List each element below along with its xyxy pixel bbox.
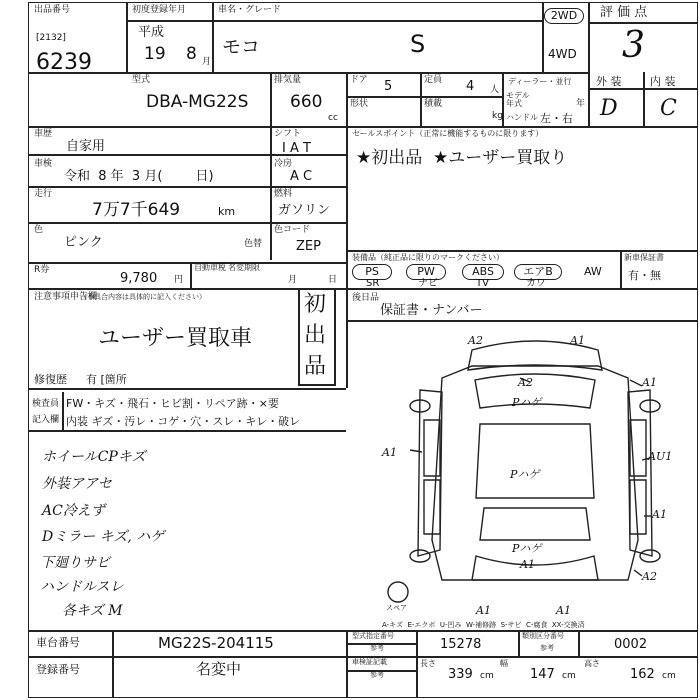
warranty-label: 新車保証書 xyxy=(624,253,664,262)
equipment-aw: AW xyxy=(584,265,602,278)
width-unit: cm xyxy=(562,671,576,681)
drive-4wd-option: 4WD xyxy=(548,47,577,61)
damage-legend: A-キズ E-エクボ U-凹み W-補修跡 S-サビ C-腐食 XX-交換済 xyxy=(382,621,585,629)
divider xyxy=(28,388,346,390)
sales-point-text: ★初出品 ★ユーザー買取り xyxy=(356,148,568,168)
registration-era: 平成 xyxy=(138,25,165,40)
doors-value: 5 xyxy=(384,79,393,94)
registration-no-label: 登録番号 xyxy=(36,663,80,676)
roof-panel xyxy=(476,424,594,498)
displacement-value: 660 xyxy=(290,92,323,112)
model-year-label: モデル年式 xyxy=(506,91,530,108)
equipment-abs: ABS xyxy=(462,264,504,280)
mark-pointer xyxy=(630,380,642,386)
dealer-label: ディーラー・並行 xyxy=(508,77,572,86)
spare-tire xyxy=(388,582,408,602)
color-change-label: 色替 xyxy=(244,239,263,249)
car-damage-diagram xyxy=(380,330,690,620)
shift-value: I A T xyxy=(282,141,311,156)
color-code-value: ZEP xyxy=(296,239,321,254)
divider xyxy=(112,630,114,698)
dims-label: 車検証記載 xyxy=(352,658,387,666)
recycle-unit: 円 xyxy=(174,275,184,285)
displacement-unit: cc xyxy=(328,113,338,123)
registration-year: 19 xyxy=(144,44,166,64)
shape-label: 形状 xyxy=(350,99,369,109)
tax-label-2: 名変期限 xyxy=(228,263,260,272)
notes-sub: （不具合内容は具体的に記入ください） xyxy=(80,293,206,301)
equipment-sr: SR xyxy=(366,278,380,289)
history-label: 車歴 xyxy=(34,129,53,139)
divider xyxy=(28,126,698,128)
divider xyxy=(346,630,348,698)
equipment-label: 装備品（純正品に限りのマークください） xyxy=(352,253,504,262)
divider xyxy=(416,630,418,698)
divider xyxy=(578,630,580,656)
damage-mark: A1 xyxy=(476,604,491,617)
displacement-label: 排気量 xyxy=(274,75,302,85)
category-label: 類別区分番号 xyxy=(522,632,564,640)
interior-label: 内 装 xyxy=(650,75,676,88)
capacity-unit: 人 xyxy=(490,85,500,95)
divider xyxy=(588,22,698,24)
inspection-value: 令和 8 年 3 月( 日) xyxy=(64,169,214,184)
divider xyxy=(346,288,348,388)
damage-mark: A1 xyxy=(520,558,535,571)
divider xyxy=(126,20,542,22)
divider xyxy=(542,2,544,72)
model-name: モコ xyxy=(222,36,261,58)
lot-number: 6239 xyxy=(36,50,92,75)
category-sub: 参考 xyxy=(540,644,554,652)
divider xyxy=(28,72,588,74)
tax-day-unit: 日 xyxy=(328,275,338,285)
equipment-tv: TV xyxy=(476,278,489,289)
handwritten-note: 外装アアセ xyxy=(42,476,112,492)
damage-mark: A1 xyxy=(570,334,585,347)
repair-label: 修復歴 xyxy=(34,373,67,386)
damage-mark: A1 xyxy=(556,604,571,617)
score-value: 3 xyxy=(622,25,645,66)
width-label: 幅 xyxy=(500,659,508,668)
first-listing-char-3: 品 xyxy=(304,354,327,379)
spare-label: スペア xyxy=(386,604,407,612)
equipment-airbag: エアB xyxy=(514,264,562,280)
model-year-unit: 年 xyxy=(576,99,586,109)
fuel-label: 燃料 xyxy=(274,189,293,199)
inspector-row-1: FW・キズ・飛石・ヒビ割・リペア跡・×要 xyxy=(66,397,279,410)
mileage-value: 7万7千649 xyxy=(92,200,181,220)
divider xyxy=(270,126,272,260)
divider xyxy=(270,72,272,126)
exterior-score: D xyxy=(600,96,618,121)
handwritten-note: Dミラー キズ, ハゲ xyxy=(42,529,165,545)
mark-pointer xyxy=(634,570,642,576)
category-value: 0002 xyxy=(614,637,648,652)
inspector-label-1: 検査員 xyxy=(32,399,60,409)
damage-mark: A1 xyxy=(652,508,667,521)
equipment-leather: カワ xyxy=(526,278,546,289)
history-value: 自家用 xyxy=(66,139,106,154)
rear-panel xyxy=(472,556,598,580)
height-label: 高さ xyxy=(584,659,600,668)
attachments-label: 後日品 xyxy=(352,293,380,303)
right-door-rear xyxy=(630,480,646,534)
left-door-rear xyxy=(424,480,440,534)
divider xyxy=(346,96,502,98)
inspector-row-2: 内装 ギズ・汚レ・コゲ・穴・スレ・キレ・破レ xyxy=(66,415,301,428)
length-unit: cm xyxy=(480,671,494,681)
model-code-label: 型式 xyxy=(132,75,151,85)
divider xyxy=(346,72,348,126)
handwritten-note: AC冷えず xyxy=(42,503,105,519)
color-label: 色 xyxy=(34,225,44,235)
equipment-ps: PS xyxy=(352,264,392,280)
recycle-value: 9,780 xyxy=(120,271,158,286)
equipment-pw: PW xyxy=(406,264,446,280)
first-listing-char-1: 初 xyxy=(304,292,327,317)
length-label: 長さ xyxy=(420,659,436,668)
shift-label: シフト xyxy=(274,129,302,139)
tax-label: 自動車税 xyxy=(194,263,226,272)
registration-label: 初度登録年月 xyxy=(132,5,187,15)
length-value: 339 xyxy=(448,667,473,682)
divider xyxy=(28,186,346,188)
rear-window xyxy=(480,508,590,540)
damage-mark: A1 xyxy=(382,446,397,459)
damage-mark: A1 xyxy=(642,376,657,389)
handle-label: ハンドル xyxy=(506,113,538,122)
divider xyxy=(28,288,698,290)
attachments-value: 保証書・ナンバー xyxy=(380,303,483,318)
notes-text: ユーザー買取車 xyxy=(98,326,253,351)
repair-value: 有 [箇所 xyxy=(86,373,127,386)
mark-pointer xyxy=(410,450,422,452)
interior-score: C xyxy=(660,96,677,121)
dims-sub: 参考 xyxy=(370,671,384,679)
model-code: DBA-MG22S xyxy=(146,92,249,112)
lot-label: 出品番号 xyxy=(34,5,71,15)
divider xyxy=(190,262,192,288)
mileage-unit: km xyxy=(218,205,236,218)
registration-no-value: 名変中 xyxy=(196,660,242,678)
chassis-label: 車台番号 xyxy=(36,636,80,649)
registration-month: 8 xyxy=(186,44,197,64)
divider xyxy=(420,72,422,126)
divider xyxy=(28,222,346,224)
type-designation-value: 15278 xyxy=(440,637,482,652)
capacity-value: 4 xyxy=(466,79,475,94)
type-designation-sub: 参考 xyxy=(370,644,384,652)
notes-label: 注意事項申告欄 xyxy=(34,292,98,302)
fuel-value: ガソリン xyxy=(278,203,331,218)
type-designation-label: 型式指定番号 xyxy=(352,632,394,640)
divider xyxy=(126,2,128,72)
equipment-navi: ナビ xyxy=(418,278,438,289)
divider xyxy=(588,2,590,126)
capacity-label: 定員 xyxy=(424,75,443,85)
divider xyxy=(643,72,645,126)
tax-month-unit: 月 xyxy=(288,275,298,285)
lot-code: [2132] xyxy=(36,33,66,43)
damage-mark: AU1 xyxy=(648,450,673,463)
chassis-value: MG22S-204115 xyxy=(158,634,274,652)
damage-mark: Pハゲ xyxy=(512,396,542,409)
cooler-value: A C xyxy=(290,169,313,184)
drive-2wd-option: 2WD xyxy=(544,8,584,24)
handle-value: 左・右 xyxy=(540,112,573,125)
handwritten-note: 下廻りサビ xyxy=(40,555,110,571)
right-side xyxy=(628,390,652,556)
damage-mark: A2 xyxy=(642,570,657,583)
divider xyxy=(518,630,520,656)
damage-mark: A2 xyxy=(468,334,483,347)
divider xyxy=(212,2,214,72)
registration-month-unit: 月 xyxy=(202,57,212,67)
color-code-label: 色コード xyxy=(274,225,311,235)
handwritten-note: ホイールCPキズ xyxy=(42,449,146,465)
load-unit: kg xyxy=(492,111,503,121)
doors-label: ドア xyxy=(350,75,368,85)
divider xyxy=(28,430,346,432)
divider xyxy=(620,250,622,288)
cooler-label: 冷房 xyxy=(274,159,293,169)
handwritten-note: ハンドルスレ xyxy=(40,579,124,595)
color-value: ピンク xyxy=(64,235,103,250)
height-unit: cm xyxy=(662,671,676,681)
divider xyxy=(346,320,698,322)
damage-mark: Pハゲ xyxy=(510,468,540,481)
divider xyxy=(62,392,64,430)
warranty-value: 有・無 xyxy=(628,269,661,282)
divider xyxy=(346,250,698,252)
exterior-label: 外 装 xyxy=(596,75,622,88)
height-value: 162 xyxy=(630,667,655,682)
divider xyxy=(28,262,346,264)
recycle-label: R券 xyxy=(34,265,50,275)
inspection-label: 車検 xyxy=(34,159,53,169)
model-name-label: 車名・グレード xyxy=(218,5,282,15)
left-side xyxy=(418,390,442,556)
handwritten-note: 各キズ M xyxy=(62,603,123,619)
first-listing-char-2: 出 xyxy=(304,323,327,348)
inspector-label-2: 記入欄 xyxy=(32,415,60,425)
divider xyxy=(346,126,348,288)
model-grade: S xyxy=(410,30,426,58)
damage-mark: A2 xyxy=(518,376,533,389)
score-label: 評 価 点 xyxy=(600,5,648,20)
load-label: 積載 xyxy=(424,99,443,109)
sales-point-label: セールスポイント（正常に機能するものに限ります） xyxy=(352,129,544,138)
damage-mark: Pハゲ xyxy=(512,542,542,555)
mileage-label: 走行 xyxy=(34,189,53,199)
width-value: 147 xyxy=(530,667,555,682)
